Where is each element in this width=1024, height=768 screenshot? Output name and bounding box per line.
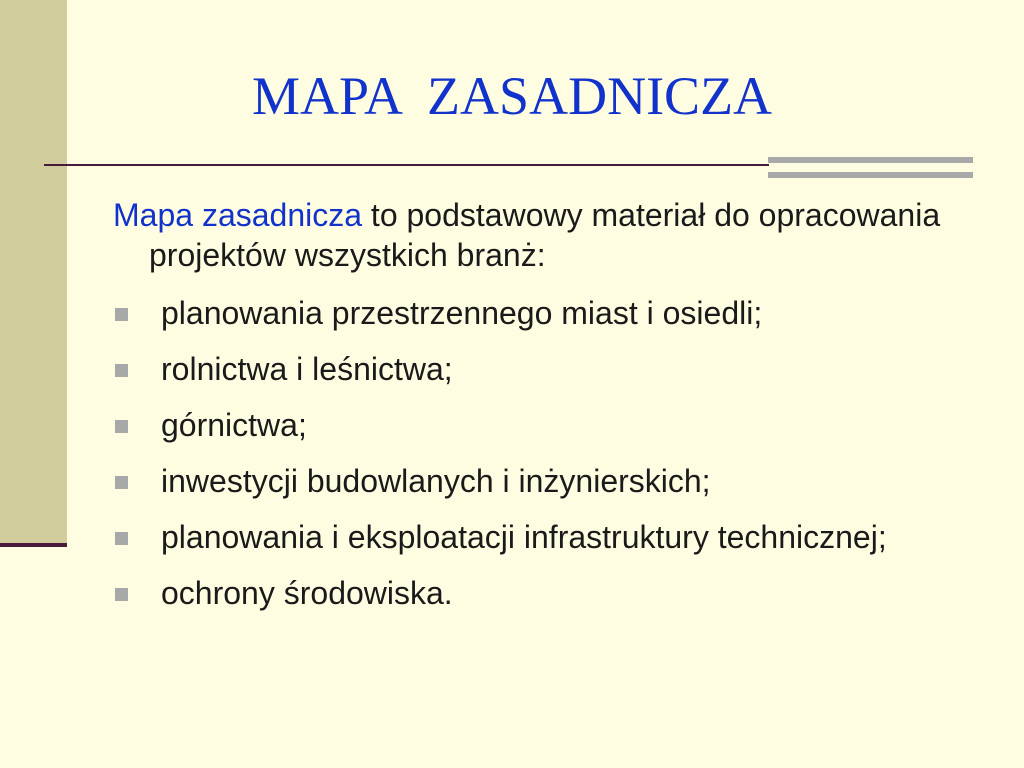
list-item-text: inwestycji budowlanych i inżynierskich; [161, 463, 711, 499]
list-item-text: planowania przestrzennego miast i osiedli; [161, 295, 763, 331]
square-bullet-icon [115, 588, 128, 601]
slide-title: MAPA ZASADNICZA [251, 66, 773, 126]
list-item [113, 517, 993, 557]
left-decorative-underline [0, 543, 67, 547]
intro-text: to podstawowy materiał do opracowania projektów wszystkich branż: [149, 197, 941, 273]
list-item [113, 293, 993, 333]
bullet-list [113, 293, 993, 613]
slide-body [113, 195, 993, 629]
square-bullet-icon [115, 420, 128, 433]
intro-paragraph [113, 195, 993, 275]
list-item [113, 405, 993, 445]
intro-term: Mapa zasadnicza [113, 197, 363, 233]
list-item [113, 461, 993, 501]
title-divider [44, 164, 769, 166]
list-item [113, 573, 993, 613]
list-item-text: ochrony środowiska. [161, 575, 453, 611]
square-bullet-icon [115, 532, 128, 545]
square-bullet-icon [115, 308, 128, 321]
accent-bar-bottom [768, 172, 973, 178]
list-item-text: rolnictwa i leśnictwa; [161, 351, 453, 387]
list-item [113, 349, 993, 389]
list-item-text: planowania i eksploatacji infrastruktury technicznej; [161, 519, 887, 555]
list-item-text: górnictwa; [161, 407, 307, 443]
square-bullet-icon [115, 476, 128, 489]
square-bullet-icon [115, 364, 128, 377]
accent-bar-top [768, 157, 973, 163]
